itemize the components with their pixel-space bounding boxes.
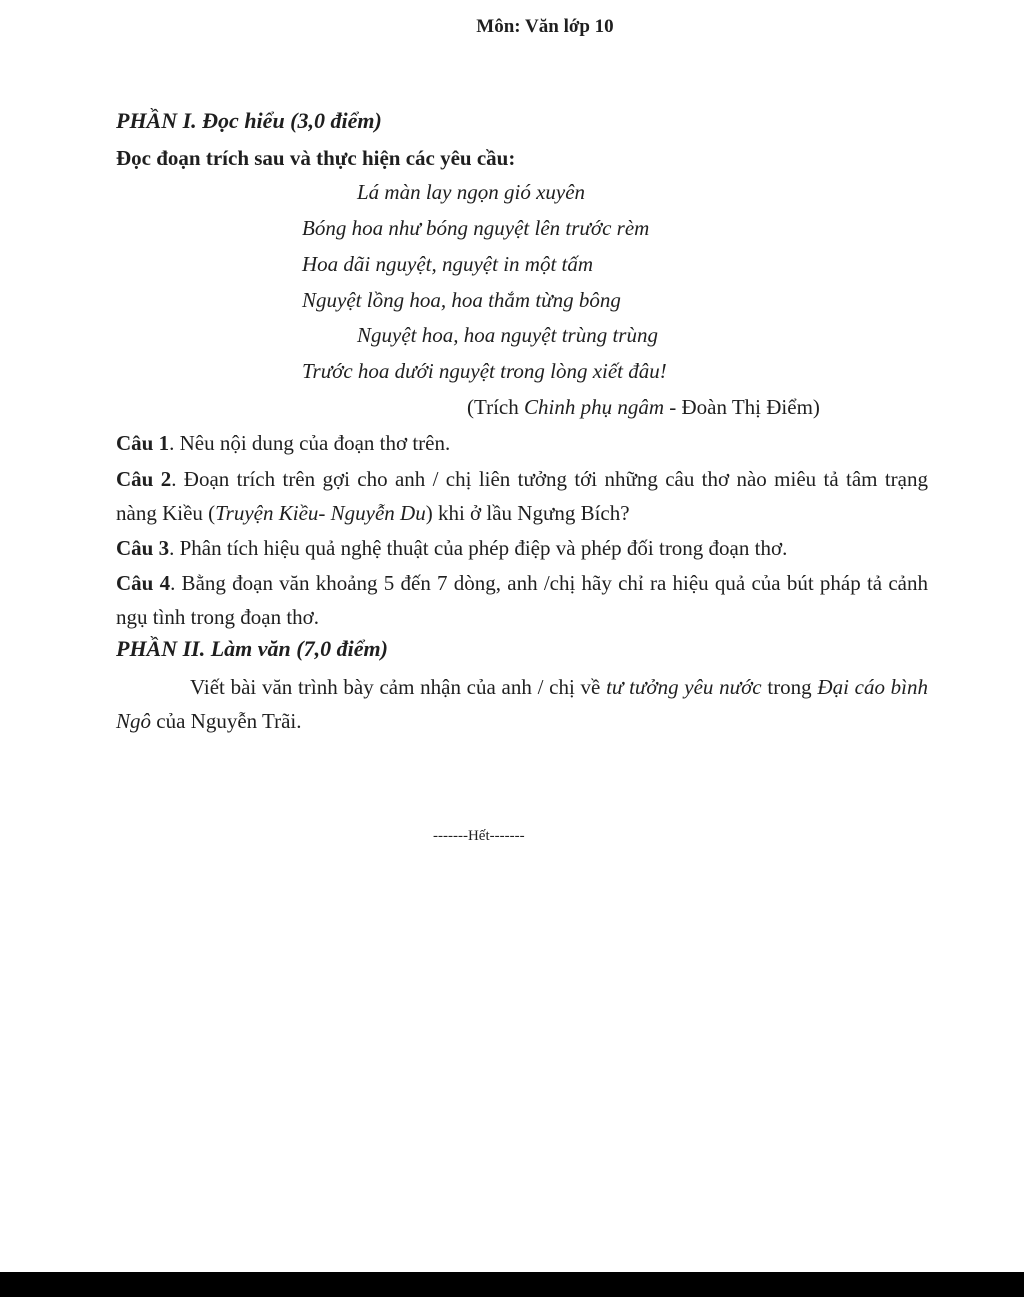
poem-line-1: Lá màn lay ngọn gió xuyên <box>357 180 586 204</box>
subject-title: Môn: Văn lớp 10 <box>476 16 614 37</box>
poem-line-5: Nguyệt hoa, hoa nguyệt trùng trùng <box>357 323 658 347</box>
poem-line-3: Hoa dãi nguyệt, nguyệt in một tấm <box>302 252 594 276</box>
question-4: Câu 4. Bằng đoạn văn khoảng 5 đến 7 dòng, anh /chị hãy chỉ ra hiệu quả của bút pháp tả cảnh ngụ tình trong đoạn thơ. <box>116 571 928 629</box>
question-3: Câu 3. Phân tích hiệu quả nghệ thuật của phép điệp và phép đối trong đoạn thơ. <box>116 536 788 560</box>
essay-prompt: Viết bài văn trình bày cảm nhận của anh / chị về tư tưởng yêu nước trong Đại cáo bình Ngô của Nguyễn Trãi. <box>116 675 928 733</box>
part1-heading: PHẦN I. Đọc hiểu (3,0 điểm) <box>116 108 382 133</box>
poem-line-6: Trước hoa dưới nguyệt trong lòng xiết đâu! <box>302 359 667 383</box>
question-2: Câu 2. Đoạn trích trên gợi cho anh / chị liên tưởng tới những câu thơ nào miêu tả tâm trạng nàng Kiều (Truyện Kiều- Nguyễn Du) khi ở lầu Ngưng Bích? <box>116 467 928 525</box>
bottom-black-bar <box>0 1272 1024 1297</box>
question-1: Câu 1. Nêu nội dung của đoạn thơ trên. <box>116 431 451 455</box>
part1-instruction: Đọc đoạn trích sau và thực hiện các yêu cầu: <box>116 146 516 170</box>
poem-line-4: Nguyệt lồng hoa, hoa thắm từng bông <box>302 288 621 312</box>
end-mark: -------Hết------- <box>433 828 525 844</box>
poem-line-2: Bóng hoa như bóng nguyệt lên trước rèm <box>302 216 650 240</box>
poem-source: (Trích Chinh phụ ngâm - Đoàn Thị Điểm) <box>467 395 820 419</box>
part2-heading: PHẦN II. Làm văn (7,0 điểm) <box>116 636 388 661</box>
